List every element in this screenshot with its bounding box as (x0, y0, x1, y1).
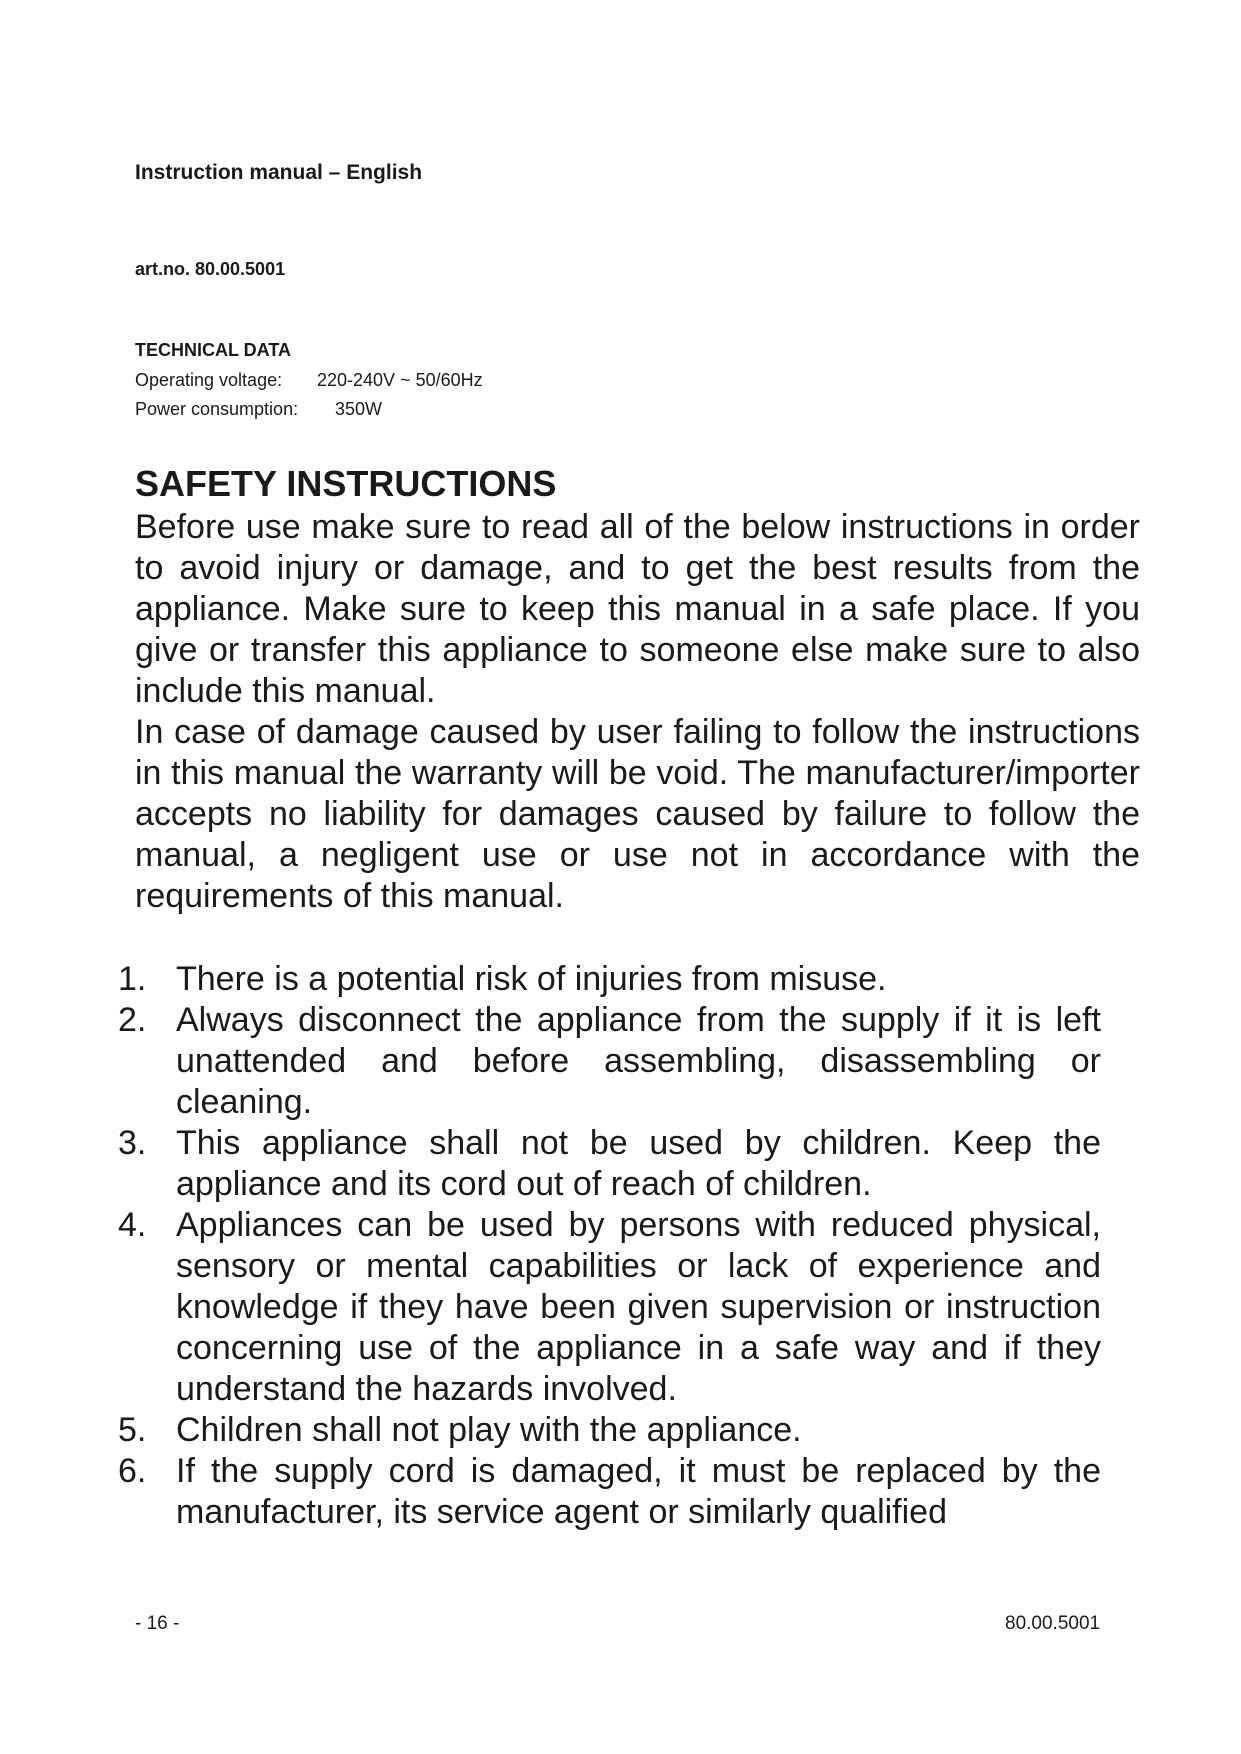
list-item (0, 1451, 1241, 1533)
technical-data-row (135, 368, 483, 392)
safety-intro-paragraph: Before use make sure to read all of the below instructions in order to avoid injury or damage, and to get the best results from the appliance. Make sure to keep this manual in a safe place. If you give or transfer this appliance to someone else make sure to also include this manual. (135, 508, 1140, 710)
list-item-text: If the supply cord is damaged, it must be replaced by the manufacturer, its service agent or similarly qualified (176, 1452, 1101, 1531)
list-item (0, 1123, 1241, 1205)
list-item-text: Always disconnect the appliance from the supply if it is left unattended and before assembling, disassembling or cleaning. (176, 1001, 1101, 1121)
list-item-number: 6. (118, 1452, 147, 1490)
list-item (0, 1000, 1241, 1123)
page-number: - 16 - (135, 1613, 180, 1634)
technical-data-heading: TECHNICAL DATA (135, 340, 291, 360)
safety-instructions-heading: SAFETY INSTRUCTIONS (135, 463, 557, 504)
technical-data-row (135, 397, 382, 421)
list-item-text: There is a potential risk of injuries from misuse. (176, 960, 887, 998)
list-item-number: 4. (118, 1206, 147, 1244)
technical-data-value: 220-240V ~ 50/60Hz (317, 370, 483, 390)
list-item-text: This appliance shall not be used by children. Keep the appliance and its cord out of reach of children. (176, 1124, 1101, 1203)
safety-intro-paragraph: In case of damage caused by user failing to follow the instructions in this manual the warranty will be void. The manufacturer/importer accepts no liability for damages caused by failure to follow the manual, a negligent use or use not in accordance with the requirements of this manual. (135, 713, 1140, 915)
list-item (0, 1205, 1241, 1410)
list-item-number: 5. (118, 1411, 147, 1449)
manual-title: Instruction manual – English (135, 161, 423, 184)
list-item-text: Appliances can be used by persons with reduced physical, sensory or mental capabilities or lack of experience and knowledge if they have been given supervision or instruction concerning use of the appliance in a safe way and if they understand the hazards involved. (176, 1206, 1101, 1408)
technical-data-label: Power consumption: (135, 399, 299, 419)
technical-data-value: 350W (335, 399, 383, 419)
list-item (0, 1410, 1241, 1451)
list-item-number: 1. (118, 960, 147, 998)
list-item-text: Children shall not play with the appliance. (176, 1411, 802, 1449)
footer-article-code: 80.00.5001 (1005, 1613, 1101, 1634)
article-number: art.no. 80.00.5001 (135, 259, 286, 279)
list-item-number: 3. (118, 1124, 147, 1162)
safety-instructions-list (0, 959, 1241, 1533)
list-item-number: 2. (118, 1001, 147, 1039)
technical-data-label: Operating voltage: (135, 370, 283, 390)
list-item (0, 959, 1241, 1000)
